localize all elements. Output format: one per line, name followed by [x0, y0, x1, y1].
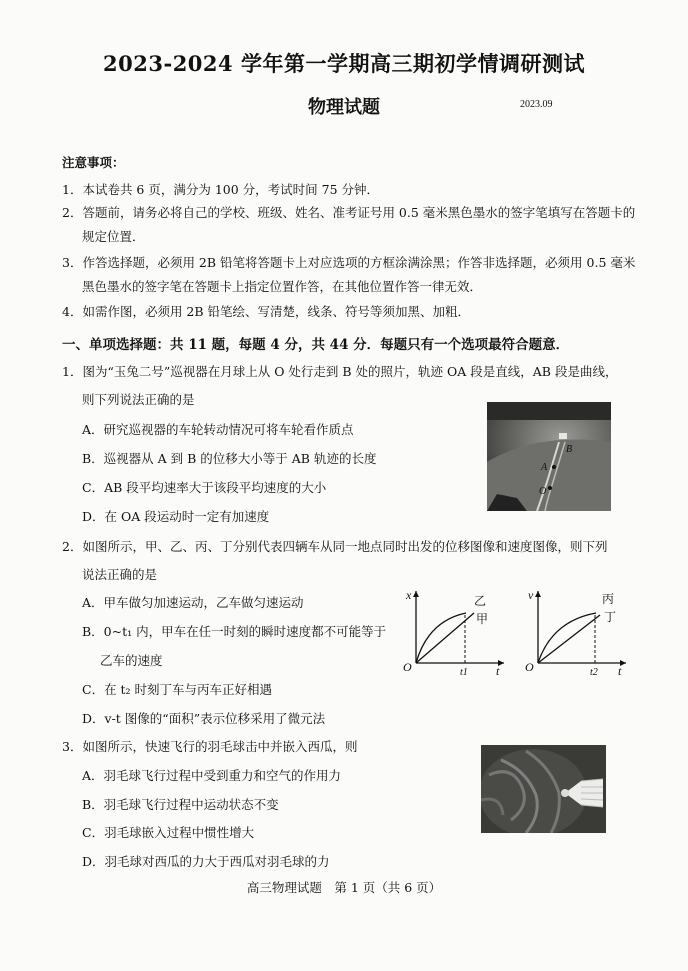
- xt-y-label: x: [406, 588, 412, 602]
- xt-curve-jia: 甲: [476, 612, 489, 626]
- q3-option-a: A．羽毛球飞行过程中受到重力和空气的作用力: [82, 768, 342, 783]
- q1-option-c: C．AB 段平均速率大于该段平均速度的大小: [82, 480, 327, 495]
- q1-stem: 1．图为“玉兔二号”巡视器在月球上从 O 处行走到 B 处的照片，轨迹 OA 段是直线，AB 段是曲线，: [62, 364, 618, 379]
- rover-track-photo: [487, 402, 611, 511]
- shuttlecock-watermelon-photo: [481, 745, 606, 833]
- section-title: 一、单项选择题：共 11 题，每题 4 分，共 44 分．每题只有一个选项最符合题意．: [62, 337, 570, 353]
- q1-option-b: B．巡视器从 A 到 B 的位移大小等于 AB 轨迹的长度: [82, 451, 377, 466]
- vt-y-label: v: [528, 588, 534, 602]
- exam-title: 2023-2024 学年第一学期高三期初学情调研测试: [103, 51, 585, 76]
- q2-option-d: D．v-t 图像的“面积”表示位移采用了微元法: [82, 711, 326, 726]
- xt-x-label: t: [496, 664, 500, 677]
- note-item: 规定位置．: [82, 229, 145, 244]
- exam-subtitle: 物理试题: [308, 97, 380, 118]
- q3-option-d: D．羽毛球对西瓜的力大于西瓜对羽毛球的力: [82, 854, 330, 869]
- exam-date: 2023.09: [520, 99, 553, 110]
- vt-tick: t2: [590, 667, 598, 677]
- q1-option-d: D．在 OA 段运动时一定有加速度: [82, 509, 270, 524]
- note-item: 4．如需作图，必须用 2B 铅笔绘、写清楚，线条、符号等须加黑、加粗．: [62, 304, 471, 319]
- photo-label-o: O: [539, 486, 547, 497]
- note-item: 黑色墨水的签字笔在答题卡上指定位置作答，在其他位置作答一律无效．: [82, 279, 483, 294]
- vt-x-label: t: [618, 664, 622, 677]
- q2-option-b-cont: 乙车的速度: [100, 653, 163, 668]
- vt-graph: [520, 585, 632, 677]
- page-footer: 高三物理试题 第 1 页（共 6 页）: [246, 880, 442, 895]
- note-item: 3．作答选择题，必须用 2B 铅笔将答题卡上对应选项的方框涂满涂黑；作答非选择题，必须用 0.5 毫米: [62, 255, 636, 270]
- note-item: 1．本试卷共 6 页，满分为 100 分，考试时间 75 分钟．: [62, 182, 380, 197]
- q2-option-c: C．在 t₂ 时刻丁车与丙车正好相遇: [82, 682, 273, 697]
- vt-curve-ding: 丁: [604, 610, 617, 624]
- notes-heading: 注意事项：: [62, 155, 125, 170]
- q3-option-b: B．羽毛球飞行过程中运动状态不变: [82, 797, 279, 812]
- q3-stem: 3．如图所示，快速飞行的羽毛球击中并嵌入西瓜，则: [62, 739, 358, 754]
- xt-origin: O: [403, 660, 412, 674]
- q3-option-c: C．羽毛球嵌入过程中惯性增大: [82, 825, 255, 840]
- xt-tick: t1: [460, 667, 468, 677]
- q2-option-a: A．甲车做匀加速运动，乙车做匀速运动: [82, 595, 304, 610]
- note-item: 2．答题前，请务必将自己的学校、班级、姓名、准考证号用 0.5 毫米黑色墨水的签字笔填写在答题卡的: [62, 205, 636, 220]
- xt-graph: [398, 585, 510, 677]
- q1-stem: 则下列说法正确的是: [82, 392, 195, 407]
- q2-stem: 2．如图所示，甲、乙、丙、丁分别代表四辆车从同一地点同时出发的位移图像和速度图像，则下列: [62, 539, 608, 554]
- vt-curve-bing: 丙: [602, 592, 615, 606]
- xt-curve-yi: 乙: [474, 594, 487, 608]
- photo-label-b: B: [566, 444, 573, 455]
- q1-option-a: A．研究巡视器的车轮转动情况可将车轮看作质点: [82, 422, 354, 437]
- q2-stem: 说法正确的是: [82, 567, 158, 582]
- photo-label-a: A: [541, 462, 548, 473]
- q2-option-b: B．0~t₁ 内，甲车在任一时刻的瞬时速度都不可能等于: [82, 624, 387, 639]
- vt-origin: O: [525, 660, 534, 674]
